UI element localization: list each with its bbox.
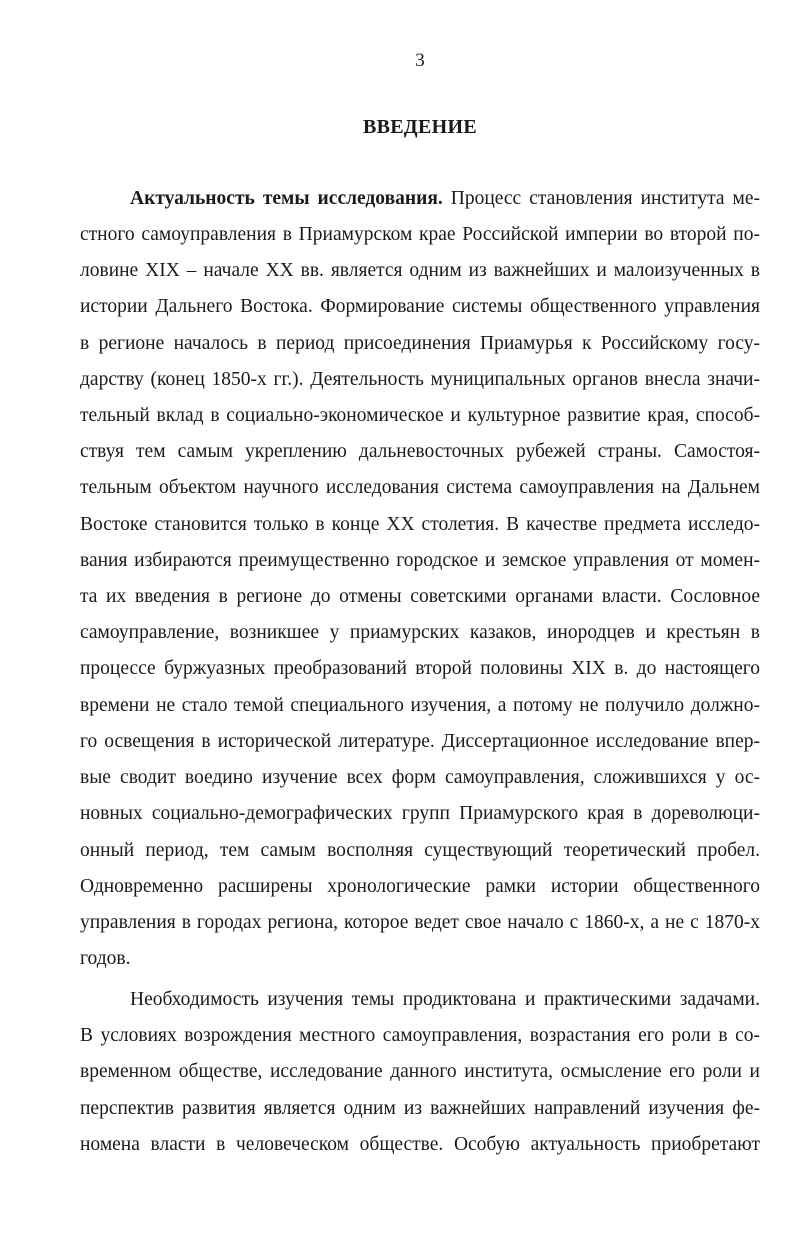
paragraph-1-line: го освещения в исторической литературе. Диссертационное исследование впер- (80, 731, 760, 752)
paragraph-1-line: тельным объектом научного исследования система самоуправления на Дальнем (80, 477, 760, 498)
paragraph-1-line: онный период, тем самым восполняя существующий теоретический пробел. (80, 840, 760, 861)
paragraph-1-line: самоуправление, возникшее у приамурских казаков, инородцев и крестьян в (80, 622, 760, 643)
paragraph-1-line: Востоке становится только в конце XX столетия. В качестве предмета исследо- (80, 514, 760, 535)
page-title: ВВЕДЕНИЕ (363, 116, 477, 138)
paragraph-2-line: В условиях возрождения местного самоуправления, возрастания его роли в со- (80, 1025, 760, 1046)
paragraph-2-line: номена власти в человеческом обществе. Особую актуальность приобретают (80, 1134, 760, 1155)
paragraph-2-line: временном обществе, исследование данного института, осмысление его роли и (80, 1061, 760, 1082)
paragraph-1-line: новных социально-демографических групп Приамурского края в дореволюци- (80, 803, 760, 824)
paragraph-1-line: дарству (конец 1850-х гг.). Деятельность муниципальных органов внесла значи- (80, 369, 760, 390)
paragraph-1-line: в регионе началось в период присоединения Приамурья к Российскому госу- (80, 333, 760, 354)
paragraph-1-line: Одновременно расширены хронологические рамки истории общественного (80, 876, 760, 897)
paragraph-1-line: процессе буржуазных преобразований второй половины XIX в. до настоящего (80, 658, 760, 679)
paragraph-1-line: тельный вклад в социально-экономическое и культурное развитие края, способ- (80, 405, 760, 426)
paragraph-1-line: стного самоуправления в Приамурском крае Российской империи во второй по- (80, 224, 760, 245)
page-number: 3 (415, 50, 425, 71)
paragraph-1-line: управления в городах региона, которое ведет свое начало с 1860-х, а не с 1870-х (80, 912, 760, 933)
paragraph-1-line: истории Дальнего Востока. Формирование системы общественного управления (80, 296, 760, 317)
paragraph-1-line: вания избираются преимущественно городское и земское управления от момен- (80, 550, 760, 571)
paragraph-1-line: годов. (80, 948, 131, 969)
paragraph-1-line: ловине XIX – начале XX вв. является одним из важнейших и малоизученных в (80, 260, 760, 281)
paragraph-1-line: та их введения в регионе до отмены советскими органами власти. Сословное (80, 586, 760, 607)
paragraph-1-first-rest: Процесс становления института ме- (442, 188, 760, 209)
paragraph-2-line: перспектив развития является одним из важнейших направлений изучения фе- (80, 1098, 760, 1119)
paragraph-1-line-1 (130, 188, 760, 210)
paragraph-1-line: вые сводит воедино изучение всех форм самоуправления, сложившихся у ос- (80, 767, 760, 788)
paragraph-1-line: времени не стало темой специального изучения, а потому не получило должно- (80, 695, 760, 716)
paragraph-1-line: ствуя тем самым укреплению дальневосточных рубежей страны. Самостоя- (80, 441, 760, 462)
paragraph-1-lead: Актуальность темы исследования. (130, 188, 443, 209)
paragraph-2-line-1: Необходимость изучения темы продиктована и практическими задачами. (130, 989, 760, 1010)
